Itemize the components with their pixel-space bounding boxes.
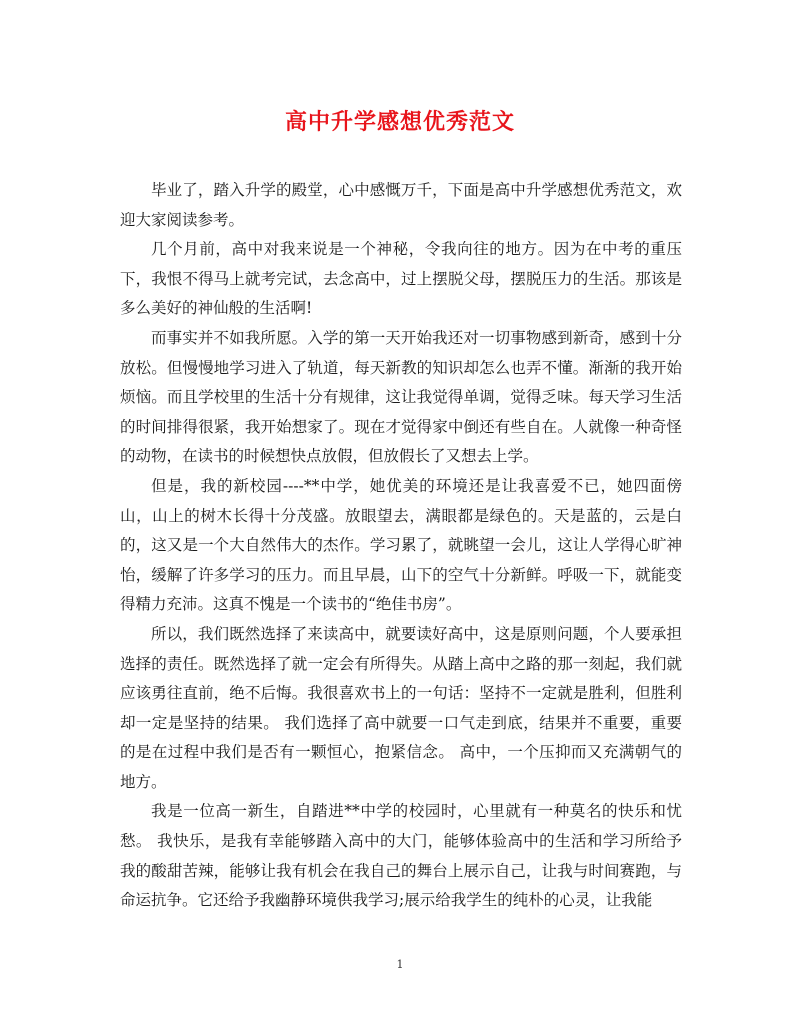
paragraph-intro: 毕业了，踏入升学的殿堂，心中感慨万千，下面是高中升学感想优秀范文，欢迎大家阅读参考。 [120, 181, 682, 229]
paragraph-4: 但是，我的新校园----**中学，她优美的环境还是让我喜爱不已，她四面傍山，山上的树木长得十分茂盛。放眼望去，满眼都是绿色的。天是蓝的，云是白的，这又是一个大自然伟大的杰作。学习累了，就眺望一会儿，这让人学得心旷神怡，缓解了许多学习的压力。而且早晨，山下的空气十分新鲜。呼吸一下，就能变得精力充沛。这真不愧是一个读书的“绝佳书房”。 [120, 476, 682, 614]
paragraph-5: 所以，我们既然选择了来读高中，就要读好高中，这是原则问题，个人要承担选择的责任。既然选择了就一定会有所得失。从踏上高中之路的那一刻起，我们就应该勇往直前，绝不后悔。我很喜欢书上的一句话：坚持不一定就是胜利，但胜利却一定是坚持的结果。 我们选择了高中就要一口气走到底，结果并不重要，重要的是在过程中我们是否有一颗恒心，抱紧信念。 高中，一个压抑而又充满朝气的地方。 [120, 624, 682, 791]
page-number: 1 [396, 958, 404, 971]
document-body [120, 176, 682, 916]
paragraph-6: 我是一位高一新生，自踏进**中学的校园时，心里就有一种莫名的快乐和忧愁。 我快乐，是我有幸能够踏入高中的大门，能够体验高中的生活和学习所给予我的酸甜苦辣，能够让我有机会在我自己的舞台上展示自己，让我与时间赛跑，与命运抗争。它还给予我幽静环境供我学习;展示给我学生的纯朴的心灵，让我能 [120, 802, 682, 910]
paragraph-2: 几个月前，高中对我来说是一个神秘，令我向往的地方。因为在中考的重压下，我恨不得马上就考完试，去念高中，过上摆脱父母，摆脱压力的生活。那该是多么美好的神仙般的生活啊! [120, 240, 682, 318]
document-title: 高中升学感想优秀范文 [284, 110, 515, 135]
paragraph-3: 而事实并不如我所愿。入学的第一天开始我还对一切事物感到新奇，感到十分放松。但慢慢地学习进入了轨道，每天新教的知识却怎么也弄不懂。渐渐的我开始烦恼。而且学校里的生活十分有规律，这让我觉得单调，觉得乏味。每天学习生活的时间排得很紧，我开始想家了。现在才觉得家中倒还有些自在。人就像一种奇怪的动物，在读书的时候想快点放假，但放假长了又想去上学。 [120, 328, 682, 466]
